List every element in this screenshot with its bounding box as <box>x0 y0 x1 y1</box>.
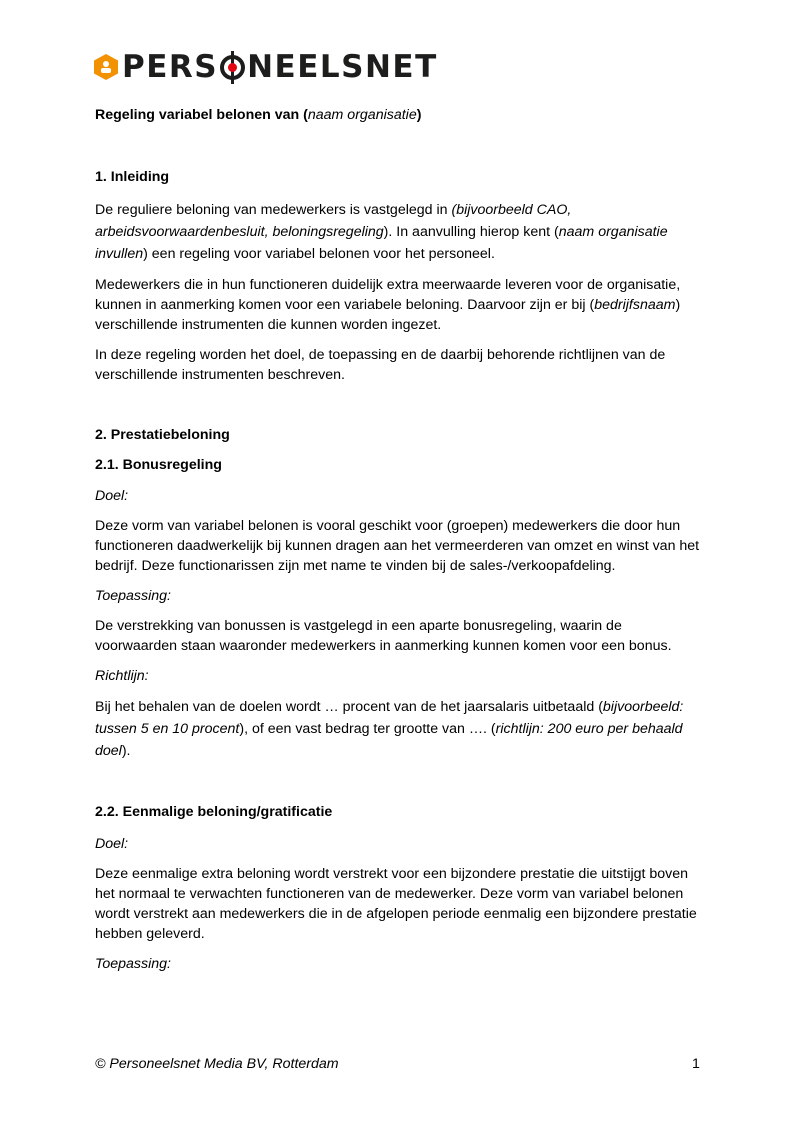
logo-target-icon <box>220 55 245 80</box>
document-title: Regeling variabel belonen van (naam organisatie) <box>95 107 422 123</box>
label-richtlijn: Richtlijn: <box>95 668 149 684</box>
paragraph: Deze eenmalige extra beloning wordt verstrekt voor een bijzondere prestatie die uitstijgt boven het normaal te verwachten functioneren van de medewerker. Deze vorm van variabel belonen wordt verstrekt aan medewerkers die in de afgelopen periode eenmalig een bijzondere prestatie hebben geleverd. <box>95 866 697 942</box>
label-doel: Doel: <box>95 836 129 852</box>
logo-hexagon-icon <box>94 54 118 80</box>
section-heading-prestatiebeloning: 2. Prestatiebeloning <box>95 427 230 443</box>
label-toepassing: Toepassing: <box>95 588 171 604</box>
paragraph: In deze regeling worden het doel, de toepassing en de daarbij behorende richtlijnen van de verschillende instrumenten beschreven. <box>95 347 666 383</box>
section-heading-inleiding: 1. Inleiding <box>95 169 170 185</box>
subsection-heading-eenmalige-beloning: 2.2. Eenmalige beloning/gratificatie <box>95 804 333 820</box>
footer-copyright: © Personeelsnet Media BV, Rotterdam <box>95 1056 339 1072</box>
paragraph: Medewerkers die in hun functioneren duidelijk extra meerwaarde leveren voor de organisatie, kunnen in aanmerking komen voor een variabele beloning. Daarvoor zijn er bij (bedrijfsnaam) verschillende instrumenten die kunnen worden ingezet. <box>95 277 681 333</box>
label-toepassing: Toepassing: <box>95 956 171 972</box>
paragraph: Bij het behalen van de doelen wordt … procent van de het jaarsalaris uitbetaald (bijvoorbeeld: tussen 5 en 10 procent), of een vast bedrag ter grootte van …. (richtlijn: 200 euro per behaald doel). <box>95 699 684 759</box>
label-doel: Doel: <box>95 488 129 504</box>
personeelsnet-logo <box>94 50 438 84</box>
document-body <box>95 105 705 974</box>
paragraph: Deze vorm van variabel belonen is vooral geschikt voor (groepen) medewerkers die door hun functioneren daadwerkelijk bij kunnen dragen aan het vermeerderen van omzet en winst van het bedrijf. Deze functionarissen zijn met name te vinden bij de sales-/verkoopafdeling. <box>95 518 700 574</box>
paragraph: De verstrekking van bonussen is vastgelegd in een aparte bonusregeling, waarin de voorwaarden staan waaronder medewerkers in aanmerking kunnen komen voor een bonus. <box>95 618 672 654</box>
logo-wordmark: P ERS NEELSNET <box>122 49 438 85</box>
paragraph: De reguliere beloning van medewerkers is vastgelegd in (bijvoorbeeld CAO, arbeidsvoorwaardenbesluit, beloningsregeling). In aanvulling hierop kent (naam organisatie invullen) een regeling voor variabel belonen voor het personeel. <box>95 202 668 262</box>
page-number: 1 <box>692 1056 700 1072</box>
subsection-heading-bonusregeling: 2.1. Bonusregeling <box>95 457 222 473</box>
